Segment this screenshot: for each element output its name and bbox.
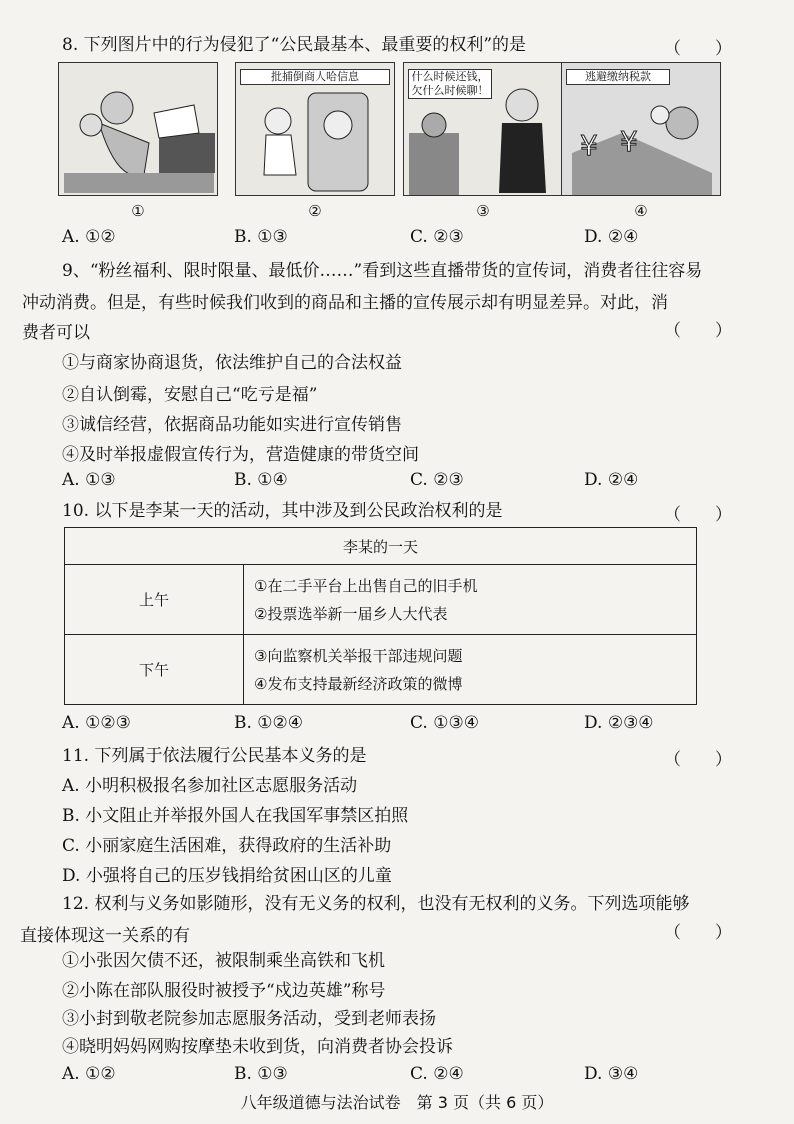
q12-stem-line-2: 直接体现这一关系的有 [20, 926, 190, 946]
q12-option-b: B. ①③ [234, 1064, 288, 1084]
q10-stem: 10. 以下是李某一天的活动，其中涉及到公民政治权利的是 [62, 501, 503, 521]
q12-option-d: D. ③④ [584, 1064, 639, 1084]
table-cell-activities-afternoon [244, 635, 697, 705]
q8-picture-4-number: ④ [634, 202, 648, 220]
q8-picture-3-number: ③ [476, 202, 490, 220]
cartoon-illustration-1 [59, 63, 218, 196]
q12-answer-bracket: （ ） [664, 923, 732, 943]
q9-option-c: C. ②③ [410, 470, 464, 490]
q8-option-c: C. ②③ [410, 227, 464, 247]
q10-options [62, 713, 754, 735]
q8-picture-2 [235, 62, 395, 196]
q11-choice-c: C. 小丽家庭生活困难，获得政府的生活补助 [62, 836, 392, 856]
q8-option-b: B. ①③ [234, 227, 288, 247]
q8-picture-2-caption: 批捕倒商人哈信息 [240, 69, 390, 85]
q9-item-4: ④及时举报虚假宣传行为，营造健康的带货空间 [62, 445, 419, 465]
svg-text:¥: ¥ [620, 125, 638, 158]
q10-activity-table [64, 527, 697, 705]
q12-options [62, 1064, 754, 1086]
q8-pictures [58, 62, 748, 222]
table-cell-time-morning: 上午 [65, 565, 244, 635]
q8-picture-4 [561, 62, 721, 196]
table-cell-activities-morning [244, 565, 697, 635]
table-row [65, 635, 697, 705]
q11-stem: 11. 下列属于依法履行公民基本义务的是 [62, 746, 367, 766]
q11-choice-d: D. 小强将自己的压岁钱捐给贫困山区的儿童 [62, 866, 392, 886]
svg-text:¥: ¥ [580, 129, 598, 162]
q12-item-2: ②小陈在部队服役时被授予“戍边英雄”称号 [62, 981, 386, 1001]
activity-2: ②投票选举新一届乡人大代表 [254, 604, 448, 623]
q8-stem: 8. 下列图片中的行为侵犯了“公民最基本、最重要的权利”的是 [62, 35, 527, 55]
q10-option-d: D. ②③④ [584, 713, 654, 733]
q8-option-d: D. ②④ [584, 227, 639, 247]
q8-picture-3-caption: 什么时候还钱，欠什么时候聊！ [408, 69, 492, 99]
q11-choice-b: B. 小文阻止并举报外国人在我国军事禁区拍照 [62, 806, 409, 826]
q9-stem-line-1: 9、“粉丝福利、限时限量、最低价……”看到这些直播带货的宣传词，消费者往往容易 [62, 261, 703, 281]
page-footer: 八年级道德与法治试卷 第 3 页（共 6 页） [240, 1093, 554, 1112]
q10-answer-bracket: （ ） [664, 505, 732, 525]
table-row [65, 565, 697, 635]
q9-option-b: B. ①④ [234, 470, 288, 490]
activity-1: ①在二手平台上出售自己的旧手机 [254, 576, 478, 595]
q8-option-a: A. ①② [62, 227, 116, 247]
q8-picture-2-number: ② [308, 202, 322, 220]
q10-option-a: A. ①②③ [62, 713, 131, 733]
q8-picture-1-number: ① [131, 202, 145, 220]
q11-answer-bracket: （ ） [664, 750, 732, 770]
q12-item-1: ①小张因欠债不还，被限制乘坐高铁和飞机 [62, 951, 385, 971]
q10-option-b: B. ①②④ [234, 713, 304, 733]
q11-choice-a: A. 小明积极报名参加社区志愿服务活动 [62, 776, 358, 796]
q9-item-3: ③诚信经营，依据商品功能如实进行宣传销售 [62, 415, 402, 435]
q8-answer-bracket: （ ） [664, 39, 732, 59]
q12-item-4: ④晓明妈妈网购按摩垫未收到货，向消费者协会投诉 [62, 1037, 453, 1057]
activity-3: ③向监察机关举报干部违规问题 [254, 646, 463, 665]
q9-answer-bracket: （ ） [664, 321, 732, 341]
q9-options [62, 470, 754, 492]
q9-stem-line-3: 费者可以 [22, 323, 90, 343]
q9-option-d: D. ②④ [584, 470, 639, 490]
activity-4: ④发布支持最新经济政策的微博 [254, 674, 463, 693]
q8-picture-4-caption: 逃避缴纳税款 [566, 69, 670, 85]
q9-item-1: ①与商家协商退货，依法维护自己的合法权益 [62, 353, 402, 373]
q9-item-2: ②自认倒霉，安慰自己“吃亏是福” [62, 385, 318, 405]
q10-option-c: C. ①③④ [410, 713, 479, 733]
table-title: 李某的一天 [65, 528, 697, 565]
q8-picture-3 [403, 62, 563, 196]
q8-options [62, 227, 754, 249]
q9-option-a: A. ①③ [62, 470, 116, 490]
q9-stem-line-2: 冲动消费。但是，有些时候我们收到的商品和主播的宣传展示却有明显差异。对此，消 [22, 293, 668, 313]
q8-picture-1 [58, 62, 218, 196]
q12-option-c: C. ②④ [410, 1064, 464, 1084]
q12-option-a: A. ①② [62, 1064, 116, 1084]
q12-item-3: ③小封到敬老院参加志愿服务活动，受到老师表扬 [62, 1009, 436, 1029]
table-cell-time-afternoon: 下午 [65, 635, 244, 705]
q12-stem-line-1: 12. 权利与义务如影随形，没有无义务的权利，也没有无权利的义务。下列选项能够 [62, 894, 690, 914]
